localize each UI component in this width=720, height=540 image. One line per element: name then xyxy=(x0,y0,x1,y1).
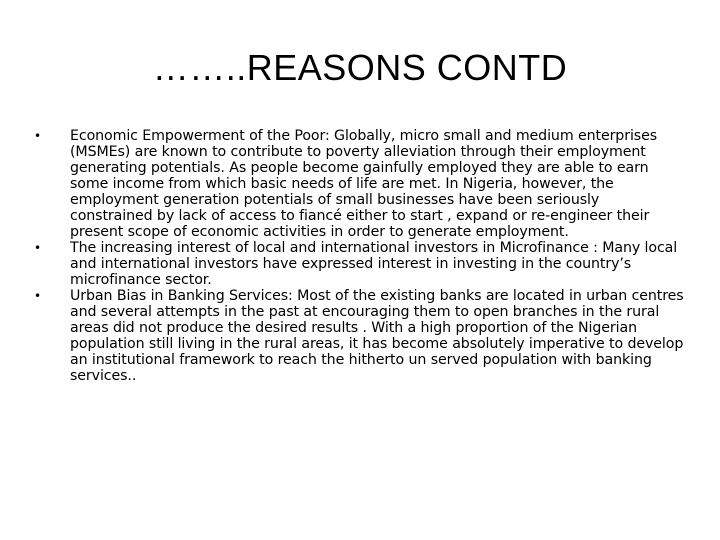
bullet-item-urban-bias xyxy=(34,288,684,384)
bullet-item-economic-empowerment xyxy=(34,128,684,240)
bullet-text: The increasing interest of local and international investors in Microfinance : Many local and international investors have expressed interest in investing in the country’s microfinance sector. xyxy=(70,240,678,288)
bullet-text: Urban Bias in Banking Services: Most of the existing banks are located in urban centres and several attempts in the past at encouraging them to open branches in the rural areas did not produce the desired results . With a high proportion of the Nigerian population still living in the rural areas, it has become absolutely imperative to develop an institutional framework to reach the hitherto un served population with banking services.. xyxy=(70,288,684,384)
bullet-text: Economic Empowerment of the Poor: Globally, micro small and medium enterprises (MSMEs) are known to contribute to poverty alleviation through their employment generating potentials. As people become gainfully employed they are able to earn some income from which basic needs of life are met. In Nigeria, however, the employment generation potentials of small businesses have been seriously constrained by lack of access to fiancé either to start , expand or re-engineer their present scope of economic activities in order to generate employment. xyxy=(70,128,657,240)
bullet-marker: • xyxy=(34,241,41,255)
slide-title: ……..REASONS CONTD xyxy=(152,47,568,88)
bullet-marker: • xyxy=(34,129,41,143)
bullet-item-investor-interest xyxy=(34,240,684,288)
bullet-list xyxy=(34,128,684,384)
bullet-marker: • xyxy=(34,289,41,303)
